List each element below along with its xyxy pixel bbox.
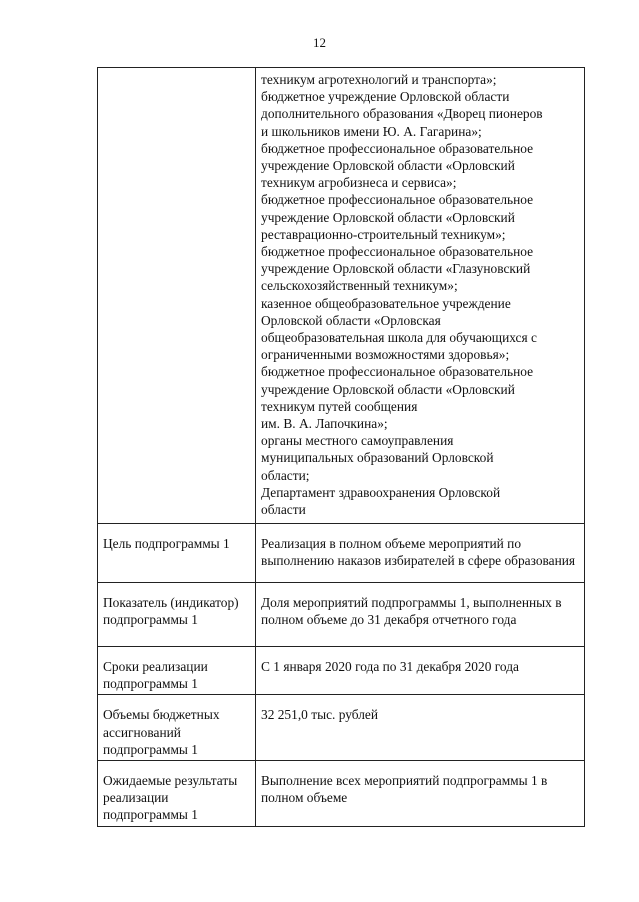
indicator-label-cell [98,583,256,647]
executor-line: реставрационно-строительный техникум»; [261,226,506,242]
results-value: Выполнение всех мероприятий подпрограммы 1 в полном объеме [261,773,548,806]
executor-line: им. В. А. Лапочкина»; [261,416,388,432]
executor-line: дополнительного образования «Дворец пионеров [261,106,543,122]
budget-value-cell [256,695,585,761]
terms-label-cell [98,647,256,695]
indicator-value: Доля мероприятий подпрограммы 1, выполненных в полном объеме до 31 декабря отчетного года [261,595,562,628]
executor-line: Орловской области «Орловская [261,312,441,328]
indicator-label: Показатель (индикатор) подпрограммы 1 [103,595,239,628]
results-value-cell [256,761,585,827]
executor-line: техникум агротехнологий и транспорта»; [261,72,497,87]
results-label-cell [98,761,256,827]
executor-line: бюджетное профессиональное образовательное [261,364,534,380]
executor-line: ограниченными возможностями здоровья»; [261,347,510,363]
subprogram-passport-table [97,67,585,827]
results-label: Ожидаемые результаты реализации подпрограммы 1 [103,773,238,823]
executor-line: техникум путей сообщения [261,398,418,414]
terms-value: С 1 января 2020 года по 31 декабря 2020 года [261,659,519,674]
table-row-budget [98,695,585,761]
budget-label-cell [98,695,256,761]
executors-value-cell [256,68,585,524]
budget-label: Объемы бюджетных ассигнований подпрограммы 1 [103,707,220,757]
table-row-goal [98,524,585,583]
executor-line: учреждение Орловской области «Орловский [261,209,515,225]
goal-label: Цель подпрограммы 1 [103,536,230,551]
executor-line: Департамент здравоохранения Орловской [261,484,501,500]
table-row-executors [98,68,585,524]
goal-value: Реализация в полном объеме мероприятий по выполнению наказов избирателей в сфере образования [261,536,576,569]
executor-line: и школьников имени Ю. А. Гагарина»; [261,123,482,139]
executor-line: области; [261,467,310,483]
executor-line: общеобразовательная школа для обучающихся с [261,330,537,346]
executor-line: бюджетное профессиональное образовательное [261,192,534,208]
indicator-value-cell [256,583,585,647]
table-row-indicator [98,583,585,647]
goal-label-cell [98,524,256,583]
executor-line: бюджетное профессиональное образовательное [261,140,534,156]
table-row-results [98,761,585,827]
executor-line: бюджетное учреждение Орловской области [261,89,510,105]
executor-line: сельскохозяйственный техникум»; [261,278,458,294]
table-row-terms [98,647,585,695]
terms-value-cell [256,647,585,695]
executors-label-cell [98,68,256,524]
budget-value: 32 251,0 тыс. рублей [261,707,379,723]
executor-line: учреждение Орловской области «Орловский [261,158,515,174]
executor-line: учреждение Орловской области «Глазуновский [261,261,531,277]
executor-line: органы местного самоуправления [261,433,454,449]
executor-line: учреждение Орловской области «Орловский [261,381,515,397]
executors-list [256,68,584,522]
terms-label: Сроки реализации подпрограммы 1 [103,659,208,692]
executor-line: муниципальных образований Орловской [261,450,494,466]
executor-line: области [261,502,306,518]
executor-line: бюджетное профессиональное образовательное [261,244,534,260]
goal-value-cell [256,524,585,583]
executor-line: техникум агробизнеса и сервиса»; [261,175,457,191]
executor-line: казенное общеобразовательное учреждение [261,295,511,311]
page-number: 12 [313,35,326,50]
